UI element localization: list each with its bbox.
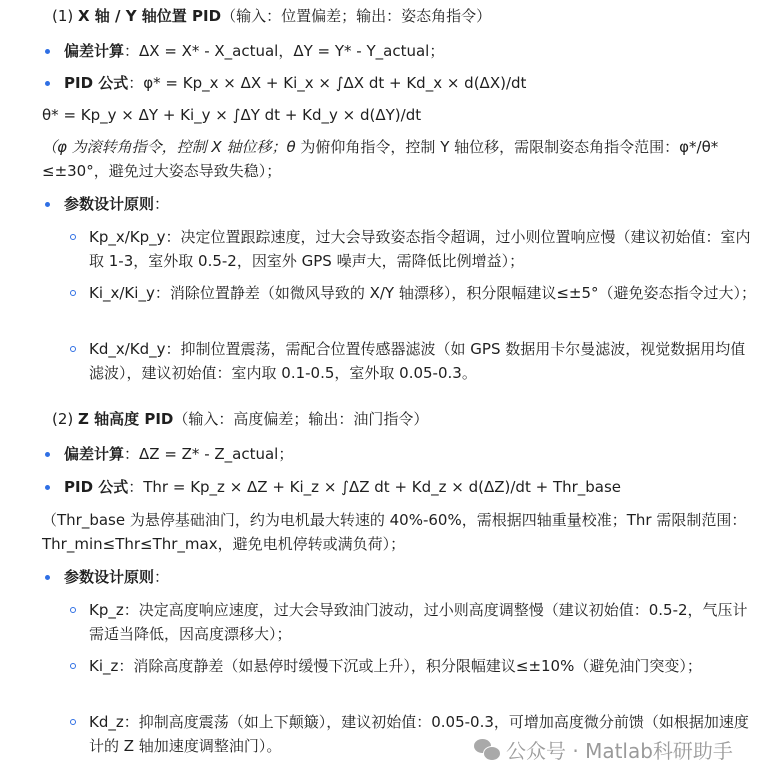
param-text: Kd_z：抑制高度震荡（如上下颠簸），建议初始值：0.05-0.3，可增加高度微分前馈（如根据加速度计的 Z 轴加速度调整油门）。 [89,713,749,755]
watermark [474,735,733,764]
bullet-dot-icon [45,575,50,580]
bullet-dot-icon [45,485,50,490]
bullet-label: 参数设计原则 [64,195,155,213]
param-text: Ki_x/Ki_y：消除位置静差（如微风导致的 X/Y 轴漂移），积分限幅建议≤±5°（避免姿态指令过大）； [89,284,757,302]
wechat-icon [474,739,500,761]
param-text: Ki_z：消除高度静差（如悬停时缓慢下沉或上升），积分限幅建议≤±10%（避免油门突变）； [89,657,702,675]
param-text: Kp_x/Kp_y：决定位置跟踪速度，过大会导致姿态指令超调，过小则位置响应慢（建议初始值：室内取 1-3，室外取 0.5-2，因室外 GPS 噪声大，需降低比例增益）； [89,228,751,270]
bullet-dot-icon [45,49,50,54]
section1-note [42,135,752,183]
formula-theta: θ* = Kp_y × ΔY + Ki_y × ∫ΔY dt + Kd_y × d(ΔY)/dt [42,106,422,124]
heading-rest: （输入：高度偏差；输出：油门指令） [173,410,429,428]
bullet-dot-icon [45,452,50,457]
bullet-colon: ： [154,568,170,586]
bullet-label: 偏差计算 [64,42,125,60]
heading-bold: Z 轴高度 PID [78,410,174,428]
param-text: Kd_x/Kd_y：抑制位置震荡，需配合位置传感器滤波（如 GPS 数据用卡尔曼滤波，视觉数据用均值滤波），建议初始值：室内取 0.1-0.5，室外取 0.05-0.3。 [89,340,746,382]
heading-bold: X 轴 / Y 轴位置 PID [78,7,222,25]
bullet-text: ：φ* = Kp_x × ΔX + Ki_x × ∫ΔX dt + Kd_x × d(ΔX)/dt [128,74,527,92]
heading-rest: （输入：位置偏差；输出：姿态角指令） [221,7,492,25]
note-rest: 为俯仰角指令，控制 Y 轴位移，需限制姿态角指令范围：φ*/θ* ≤±30°，避免过大姿态导致失稳）； [42,138,719,180]
section1-heading [52,5,491,27]
circle-bullet-icon [70,234,76,240]
bullet-dot-icon [45,202,50,207]
bullet-label: 参数设计原则 [64,568,155,586]
bullet-text: ：ΔZ = Z* - Z_actual； [124,445,294,463]
bullet-colon: ： [154,195,170,213]
section2-heading [52,408,428,430]
bullet-dot-icon [45,81,50,86]
watermark-text: 公众号 · Matlab科研助手 [506,739,733,763]
note-italic: （φ 为滚转角指令，控制 X 轴位移；θ [42,138,296,156]
circle-bullet-icon [70,290,76,296]
circle-bullet-icon [70,719,76,725]
heading-prefix: (1) [52,7,79,25]
bullet-label: PID 公式 [64,74,129,92]
heading-prefix: (2) [52,410,79,428]
param-text: Kp_z：决定高度响应速度，过大会导致油门波动，过小则高度调整慢（建议初始值：0.5-2，气压计需适当降低，因高度漂移大）； [89,601,748,643]
circle-bullet-icon [70,663,76,669]
bullet-text: ：ΔX = X* - X_actual，ΔY = Y* - Y_actual； [124,42,445,60]
section2-note: （Thr_base 为悬停基础油门，约为电机最大转速的 40%-60%，需根据四轴重量校准；Thr 需限制范围：Thr_min≤Thr≤Thr_max，避免电机停转或满负荷）； [42,511,747,553]
bullet-label: PID 公式 [64,478,129,496]
bullet-text: ：Thr = Kp_z × ΔZ + Ki_z × ∫ΔZ dt + Kd_z × d(ΔZ)/dt + Thr_base [128,478,622,496]
bullet-label: 偏差计算 [64,445,125,463]
circle-bullet-icon [70,607,76,613]
circle-bullet-icon [70,346,76,352]
